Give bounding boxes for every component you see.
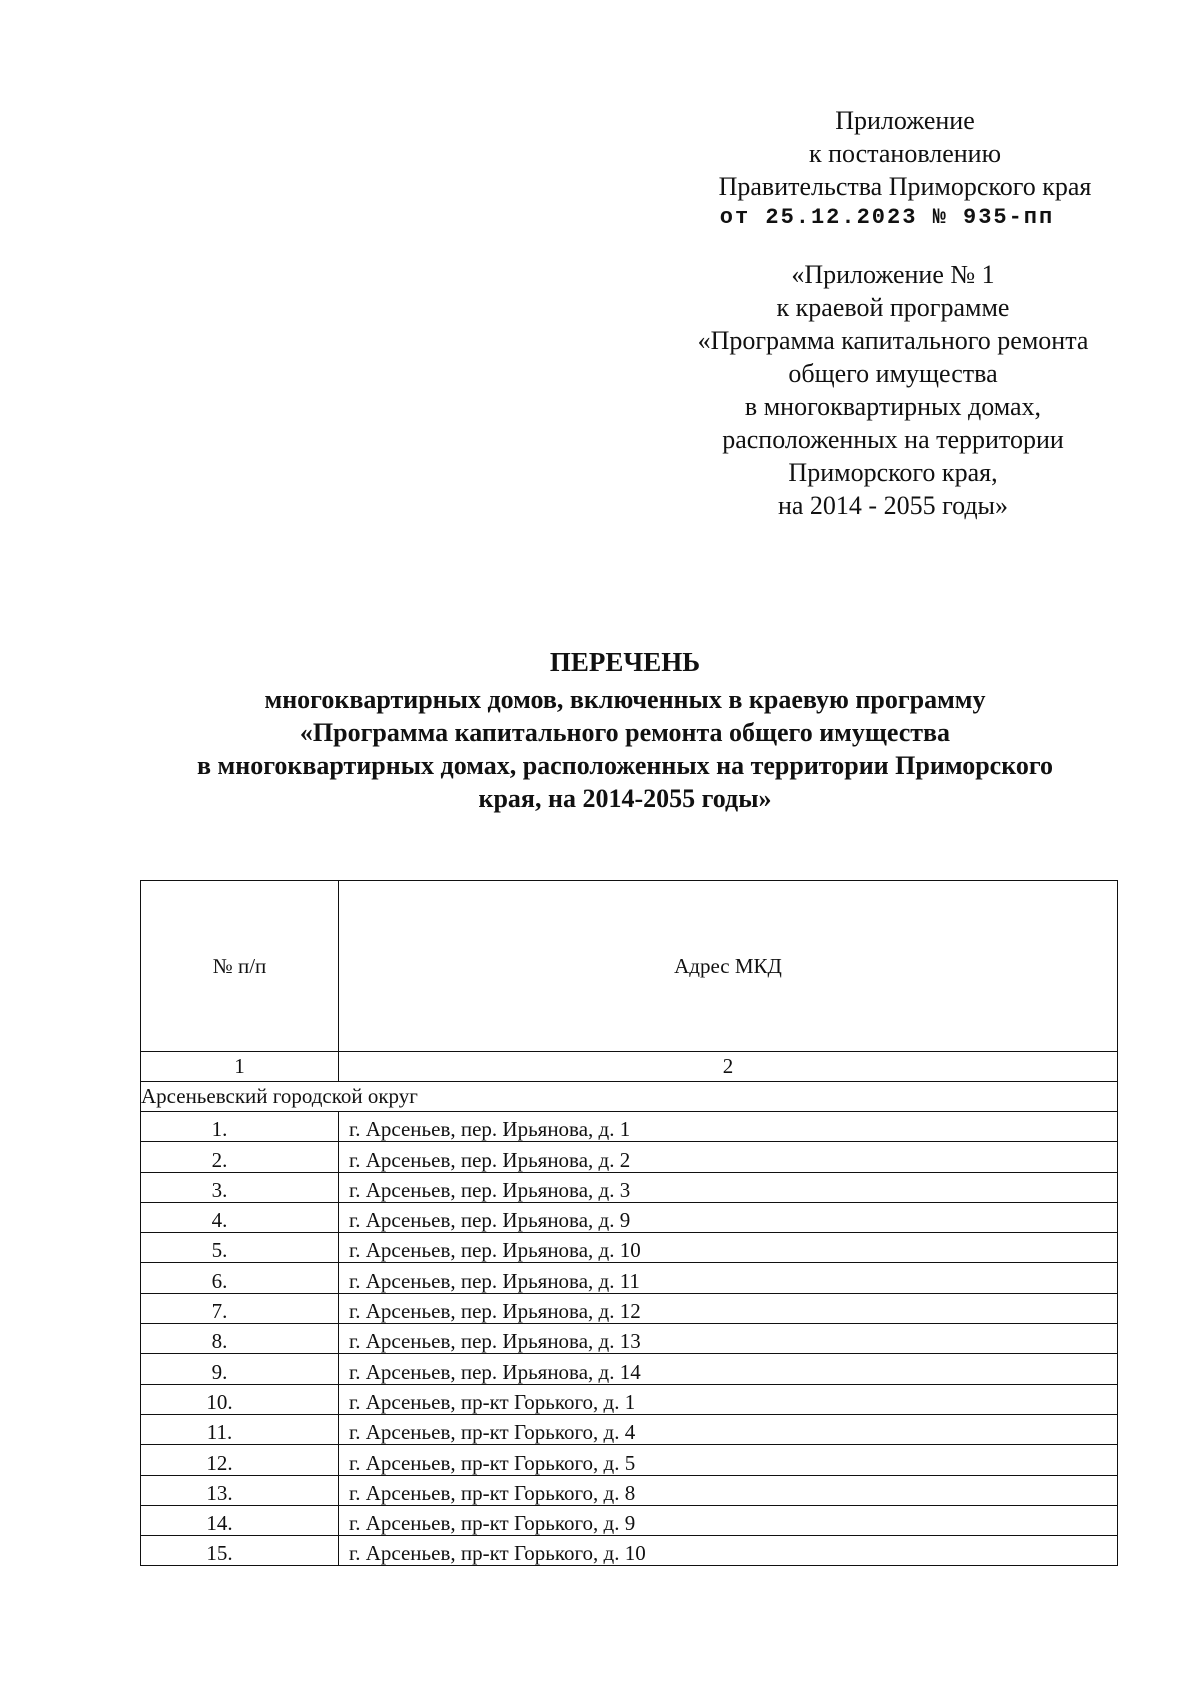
- row-number: 12.: [141, 1445, 339, 1475]
- buildings-table: [140, 880, 1118, 1566]
- table-row: [141, 1142, 1118, 1172]
- table-row: [141, 1324, 1118, 1354]
- table-row: [141, 1202, 1118, 1232]
- row-address: г. Арсеньев, пр-кт Горького, д. 4: [339, 1414, 1118, 1444]
- row-number: 14.: [141, 1505, 339, 1535]
- row-number: 7.: [141, 1293, 339, 1323]
- table-row: [141, 1354, 1118, 1384]
- title-line-2: «Программа капитального ремонта общего имущества: [299, 718, 951, 747]
- table-row: [141, 1505, 1118, 1535]
- row-address: г. Арсеньев, пр-кт Горького, д. 10: [339, 1536, 1118, 1566]
- program-appendix-header: [666, 258, 1120, 522]
- header-number: № п/п: [141, 881, 339, 1052]
- group-row: [141, 1082, 1118, 1112]
- title-line-1: многоквартирных домов, включенных в краевую программу: [264, 685, 986, 714]
- title-line-4: края, на 2014-2055 годы»: [478, 784, 772, 813]
- row-number: 3.: [141, 1172, 339, 1202]
- title-heading: ПЕРЕЧЕНЬ: [549, 647, 701, 677]
- row-number: 1.: [141, 1112, 339, 1142]
- row-address: г. Арсеньев, пер. Ирьянова, д. 13: [339, 1324, 1118, 1354]
- program-appendix-line-3: «Программа капитального ремонта: [697, 326, 1089, 355]
- row-address: г. Арсеньев, пер. Ирьянова, д. 10: [339, 1233, 1118, 1263]
- appendix-line-3: Правительства Приморского края: [718, 172, 1092, 201]
- program-appendix-line-6: расположенных на территории: [722, 425, 1064, 454]
- appendix-header: [690, 104, 1120, 234]
- title-line-3: в многоквартирных домах, расположенных на территории Приморского: [197, 751, 1053, 780]
- row-number: 15.: [141, 1536, 339, 1566]
- table-row: [141, 1475, 1118, 1505]
- row-number: 9.: [141, 1354, 339, 1384]
- row-number: 6.: [141, 1263, 339, 1293]
- row-address: г. Арсеньев, пер. Ирьянова, д. 9: [339, 1202, 1118, 1232]
- program-appendix-line-2: к краевой программе: [776, 293, 1010, 322]
- row-number: 10.: [141, 1384, 339, 1414]
- row-address: г. Арсеньев, пер. Ирьянова, д. 12: [339, 1293, 1118, 1323]
- table-row: [141, 1172, 1118, 1202]
- row-address: г. Арсеньев, пр-кт Горького, д. 5: [339, 1445, 1118, 1475]
- document-title: [100, 646, 1150, 815]
- row-number: 2.: [141, 1142, 339, 1172]
- row-address: г. Арсеньев, пер. Ирьянова, д. 14: [339, 1354, 1118, 1384]
- column-index-2: 2: [339, 1052, 1118, 1082]
- program-appendix-line-1: «Приложение № 1: [791, 260, 995, 289]
- program-appendix-line-4: общего имущества: [788, 359, 998, 388]
- row-number: 4.: [141, 1202, 339, 1232]
- row-address: г. Арсеньев, пер. Ирьянова, д. 1: [339, 1112, 1118, 1142]
- table-row: [141, 1536, 1118, 1566]
- row-address: г. Арсеньев, пер. Ирьянова, д. 3: [339, 1172, 1118, 1202]
- header-address: Адрес МКД: [339, 881, 1118, 1052]
- table-row: [141, 1233, 1118, 1263]
- row-address: г. Арсеньев, пер. Ирьянова, д. 2: [339, 1142, 1118, 1172]
- table-row: [141, 1384, 1118, 1414]
- table-row: [141, 1112, 1118, 1142]
- row-number: 13.: [141, 1475, 339, 1505]
- program-appendix-line-7: Приморского края,: [788, 458, 998, 487]
- decree-date-stamp: от 25.12.2023 № 935-пп: [719, 205, 1055, 230]
- group-label: Арсеньевский городской округ: [141, 1082, 1118, 1112]
- appendix-line-1: Приложение: [835, 106, 975, 135]
- appendix-line-2: к постановлению: [808, 139, 1002, 168]
- row-address: г. Арсеньев, пр-кт Горького, д. 8: [339, 1475, 1118, 1505]
- column-index-1: 1: [141, 1052, 339, 1082]
- column-index-row: [141, 1052, 1118, 1082]
- row-number: 5.: [141, 1233, 339, 1263]
- table-header-row: [141, 881, 1118, 1052]
- row-address: г. Арсеньев, пр-кт Горького, д. 9: [339, 1505, 1118, 1535]
- row-address: г. Арсеньев, пер. Ирьянова, д. 11: [339, 1263, 1118, 1293]
- row-number: 11.: [141, 1414, 339, 1444]
- table-row: [141, 1263, 1118, 1293]
- row-address: г. Арсеньев, пр-кт Горького, д. 1: [339, 1384, 1118, 1414]
- program-appendix-line-5: в многоквартирных домах,: [744, 392, 1042, 421]
- table-row: [141, 1445, 1118, 1475]
- table-row: [141, 1414, 1118, 1444]
- table-row: [141, 1293, 1118, 1323]
- row-number: 8.: [141, 1324, 339, 1354]
- program-appendix-line-8: на 2014 - 2055 годы»: [777, 491, 1009, 520]
